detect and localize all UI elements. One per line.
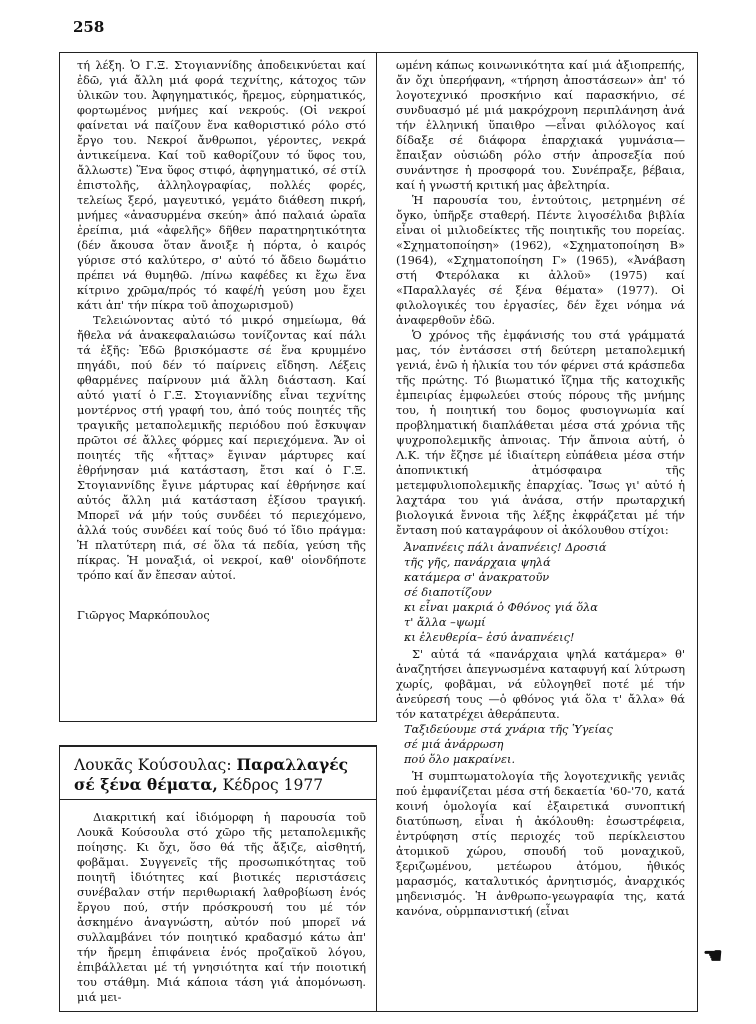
right-column <box>376 52 698 1012</box>
poem-line: σέ μιά ἀνάρρωση <box>404 738 504 751</box>
review-heading <box>60 747 376 800</box>
review-publisher: Κέδρος 1977 <box>222 776 324 794</box>
author-signature: Γιῶργος Μαρκόπουλος <box>77 609 210 622</box>
poem-quote <box>404 540 685 645</box>
essay-paragraph: Τελειώνοντας αὐτό τό μικρό σημείωμα, θά ἤθελα νά ἀνακεφαλαιώσω τονίζοντας καί πάλι τά ἐξῆς: Ἐδῶ βρισκόμαστε σέ ἕνα κρυμμένο πηγάδι, πού δέν τό παίρνεις εἴδηση. Λέξεις φθαρμένες παίρνουν μιά ἄλλη διάσταση. Καί αὐτό γιατί ὁ Γ.Ξ. Στογιαννίδης εἶναι τεχνίτης μοντέρνος στή γραφή του, ἀπό τούς ποιητές τῆς τραγικῆς μεταπολεμικῆς περιόδου πού ἔσκυψαν πρῶτοι σέ ἄλλες φόρμες καί περιεχόμενα. Ἄν οἱ ποιητές τῆς «ἧττας» ἔγιναν μάρτυρες καί ἐθρήνησαν μιά κατάσταση, ἔτσι καί ὁ Γ.Ξ. Στογιαννίδης ἔγινε μάρτυρας καί ἐθρήνησε καί αὐτός ἄλλη μιά κατάσταση ἐξίσου τραγική. Μπορεῖ νά μήν τούς συνδέει τό περιεχόμενο, ἀλλά τούς συνδέει καί τούς δυό τό ἴδιο πράγμα: Ἡ πλατύτερη πιά, σέ ὅλα τά πεδία, γεύση τῆς πίκρας. Ἡ μοναξιά, οἱ νεκροί, καθ' οἱονδήποτε τρόπο καί ἄν ἔπεσαν αὐτοί. <box>77 314 366 582</box>
review-paragraph: Σ' αὐτά τά «πανάρχαια ψηλά κατάμερα» θ' ἀναζητήσει ἀπεγνωσμένα καταφυγή καί λύτρωση χωρίς, φοβᾶμαι, νά εὐλογηθεῖ ποτέ μέ τήν ἀνεύρεσή τους —ὁ φθόνος γιά ὅλα τ' ἄλλα» θά τόν κατατρέχει ἀθεράπευτα. <box>396 648 685 721</box>
review-body <box>60 800 376 1005</box>
review-title: Παραλλαγές <box>236 755 349 774</box>
poem-line: κι ἐλευθερία– ἐσύ ἀναπνέεις! <box>404 631 575 644</box>
poem-line: Ἀναπνέεις πάλι ἀναπνέεις! Δροσιά <box>404 541 607 554</box>
review-paragraph: ωμένη κάπως κοινωνικότητα καί μιά ἀξιοπρεπής, ἄν ὄχι ὑπερήφανη, «τήρηση ἀποστάσεων» ἀπ' τό λογοτεχνικό προσκήνιο καί παρασκήνιο, σέ συνδυασμό μέ μιά μακρόχρονη περιπλάνηση ἀνά τήν ἑλληνική ὕπαιθρο —εἶναι φιλόλογος καί δίδαξε σέ διάφορα ἐπαρχιακά γυμνάσια— ἔπαιξαν οὐσιώδη ρόλο στήν ἀπροσεξία πού συνάντησε ἡ προσφορά του. Συνέπραξε, βέβαια, καί ἡ γνωστή κριτική μας ἀβελτηρία. <box>396 59 685 192</box>
review-paragraph: Διακριτική καί ἰδιόμορφη ἡ παρουσία τοῦ Λουκᾶ Κούσουλα στό χῶρο τῆς μεταπολεμικῆς ποίησης. Κι ὄχι, ὅσο θά τῆς ἄξιζε, αἰσθητή, φοβᾶμαι. Συγγενεῖς τῆς προσωπικότητας τοῦ ποιητῆ ἰδιότητες καί βιοτικές περιστάσεις συνέβαλαν στήν περιθωριακή λαθροβίωση ἑνός ἔργου πού, στήν πρόσκρουσή του μέ τόν ἀσκημένο ἀναγνώστη, αὐτόν πού μπορεῖ νά συλλαμβάνει τόν ποιητικό κραδασμό κάτω ἀπ' τήν ἤρεμη ἐπιφάνεια ἑνός προζαϊκοῦ λόγου, ἐπιβάλλεται μέ τή γνησιότητα καί τήν ποιοτική του στάθμη. Μιά κάποια τάση γιά ἀπομόνωση. μιά μει- <box>77 811 366 1004</box>
page-number: 258 <box>73 18 105 36</box>
poem-line: τῆς γῆς, πανάρχαια ψηλά <box>404 556 551 569</box>
left-column-essay <box>59 52 377 722</box>
review-paragraph: Ἡ παρουσία του, ἐντούτοις, μετρημένη σέ ὄγκο, ὑπῆρξε σταθερή. Πέντε λιγοσέλιδα βιβλία εἶναι οἱ μιλιοδείκτες τῆς ποιητικῆς του πορείας. «Σχηματοποίηση» (1962), «Σχηματοποίηση Β» (1964), «Σχηματοποίηση Γ» (1965), «Ἀνάβαση στή Φτερόλακα κι ἀλλοῦ» (1975) καί «Παραλλαγές σέ ξένα θέματα» (1977). Οἱ φιλολογικές του ἐργασίες, δέν ἔχει νόημα νά ἀναφερθοῦν ἐδῶ. <box>396 194 685 327</box>
poem-line: τ' ἄλλα –ψωμί <box>404 616 486 629</box>
review-title-continued: σέ ξένα θέματα, <box>74 775 218 794</box>
essay-paragraph: τή λέξη. Ὁ Γ.Ξ. Στογιαννίδης ἀποδεικνύεται καί ἐδῶ, γιά ἄλλη μιά φορά τεχνίτης, κάτοχος τῶν ὑλικῶν του. Ἀφηγηματικός, ἤρεμος, εὐρηματικός, φορτωμένος μνήμες καί νεκρούς. (Οἱ νεκροί φαίνεται νά παίζουν ἕνα καθοριστικό ρόλο στό ἔργο του. Νεκροί ἄνθρωποι, γέροντες, νεκρά ἀντικείμενα. Καί τοῦ καθορίζουν τό ὕφος του, ἄλλωστε) Ἕνα ὕφος στιφό, ἀφηγηματικό, σέ στίλ ἐπιστολῆς, ἀλληλογραφίας, πολλές φορές, τελείως ξερό, μαγευτικό, γεμάτο διάθεση πικρή, μνήμες «ἀνασυρμένα σκεύη» ἀπό παλαιά ὡραῖα ἐρείπια, μιά «ἀφελῆς» δῆθεν παρατηρητικότητα (δέν ἄκουσα ὅταν ἄνοιξε ἡ πόρτα, ὁ καιρός γύρισε στό καλύτερο, σ' αὐτό τό ἄδειο δωμάτιο πρέπει νά θυμηθῶ. /πίνω καφέδες κι ἔχω ἕνα κίτρινο χρῶμα/πρός τό καφέ/ἡ γεύση μου ἔχει κάτι ἀπ' τήν πίκρα τοῦ ἀποχωρισμοῦ) <box>77 59 366 312</box>
review-box <box>59 745 377 1012</box>
poem-line: σέ διαποτίζουν <box>404 586 492 599</box>
poem-line: πού ὅλο μακραίνει. <box>404 753 516 766</box>
review-author: Λουκᾶς Κούσουλας: <box>74 756 232 774</box>
review-paragraph: Ἡ συμπτωματολογία τῆς λογοτεχνικῆς γενιᾶς πού ἐμφανίζεται μέσα στή δεκαετία '60-'70, κατά κοινή ὁμολογία καί ἐξαιρετικά συνοπτική διατύπωση, εἶναι ἡ ἀκόλουθη: ἐσωστρέφεια, ἐντρύφηση στίς περιοχές τοῦ περίκλειστου ἀτομικοῦ χώρου, σπουδή τοῦ μοναχικοῦ, ξεριζωμένου, μετέωρου ἀτόμου, ἠθικός μαρασμός, καταλυτικός ἀρνητισμός, ἀναρχικός μηδενισμός. Ἡ ἀνθρωπο-γεωγραφία της, κατά κανόνα, οὑρμπανιστική (εἶναι <box>396 770 685 918</box>
pointing-hand-icon: ☚ <box>703 943 723 969</box>
poem-line: Ταξιδεύουμε στά χνάρια τῆς Ὑγείας <box>404 723 613 736</box>
poem-line: κατάμερα σ' ἀνακρατοῦν <box>404 571 550 584</box>
review-paragraph: Ὁ χρόνος τῆς ἐμφάνισής του στά γράμματά μας, τόν ἐντάσσει στή δεύτερη μεταπολεμική γενιά, ἐνῶ ἡ ἡλικία του τόν φέρνει στά κράσπεδα τῆς πρώτης. Τό βιωματικό ἴζημα τῆς κατοχικῆς ἐμπειρίας ἐμφωλεύει στούς πόρους τῆς μνήμης του, ἡ ποιητική του δομος φυσιογνωμία καί προβληματική διαπλάθεται μέσα στά χρόνια τῆς ψυχροπολεμικῆς ἀπνοιας. Τήν ἄπνοια αὐτή, ὁ Λ.Κ. τήν ἔζησε μέ ἰδιαίτερη εὐπάθεια μέσα στήν ἀποπνικτική ἀτμόσφαιρα τῆς μετεμφυλιοπολεμικῆς ἐπαρχίας. Ἴσως γι' αὐτό ἡ λαχτάρα του γιά ἀνάσα, στήν πρωταρχική βιολογικά ἔννοια τῆς λέξης ἐκφράζεται μέ τήν ἔνταση πού καταγράφουν οἱ ἀκόλουθου στίχοι: <box>396 329 685 537</box>
poem-quote <box>404 722 685 767</box>
poem-line: κι εἶναι μακριά ὁ Φθόνος γιά ὅλα <box>404 601 598 614</box>
